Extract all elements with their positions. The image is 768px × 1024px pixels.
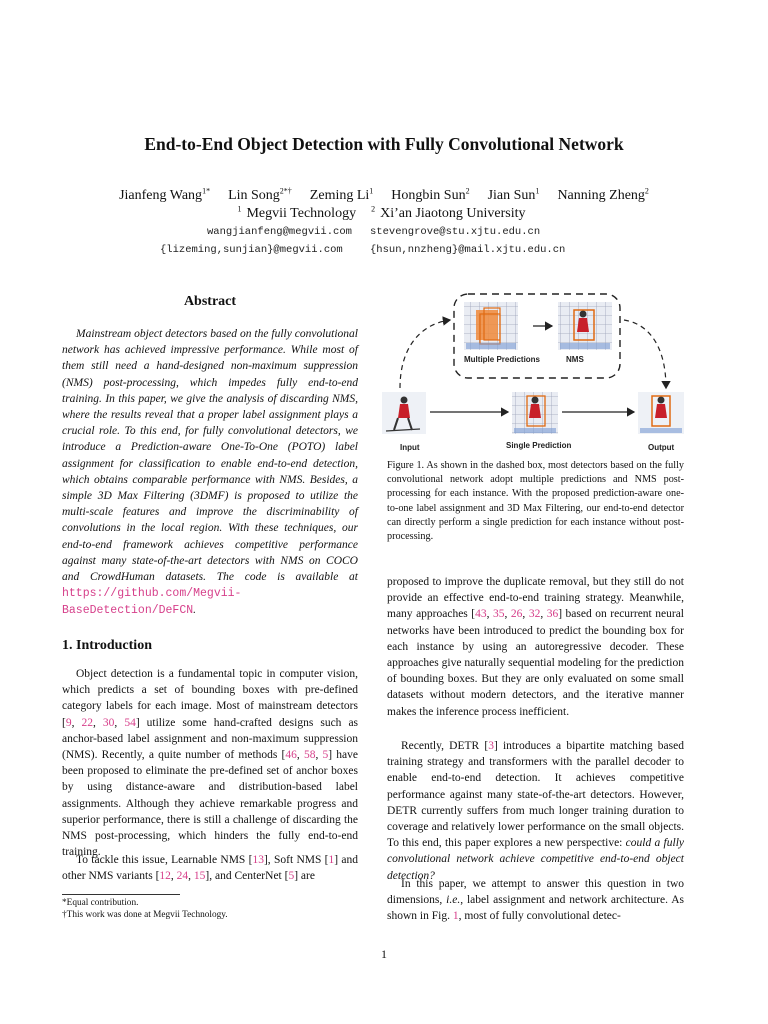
- affiliation-sup: 1: [237, 204, 242, 213]
- paper-title: End-to-End Object Detection with Fully Convolutional Network: [144, 134, 624, 154]
- figure-1-diagram: [380, 288, 686, 458]
- author-name: Lin Song: [228, 187, 280, 203]
- text-run: , label assignment and network architecture. As shown in Fig.: [387, 894, 684, 923]
- intro-heading: 1. Introduction: [62, 638, 152, 653]
- author-name: Hongbin Sun: [391, 187, 466, 203]
- multiple-predictions-image: [464, 302, 518, 350]
- citation-link[interactable]: 13: [252, 854, 264, 866]
- author: [228, 188, 292, 203]
- citation-link[interactable]: 1: [452, 910, 459, 923]
- text-run: ] are: [294, 870, 315, 883]
- text-run: ,: [170, 870, 177, 883]
- text-run: In this paper, we attempt to answer this question in two dimensions,: [387, 878, 684, 907]
- affiliation-name: Xi’an Jiaotong University: [380, 205, 526, 221]
- label-single-prediction: Single Prediction: [506, 441, 572, 450]
- text-run: ], and CenterNet [: [205, 870, 289, 883]
- footnotes: [62, 897, 358, 921]
- label-nms: NMS: [566, 355, 584, 364]
- citation-link[interactable]: 32: [528, 608, 541, 621]
- text-run: , most of fully convolutional detec-: [458, 910, 621, 923]
- abstract-end: .: [193, 604, 196, 617]
- author-sup: 2: [644, 186, 649, 195]
- author-name: Nanning Zheng: [557, 187, 645, 203]
- single-prediction-image: [512, 392, 558, 434]
- email-line: stevengrove@stu.xjtu.edu.cn: [370, 226, 541, 238]
- author: [391, 188, 469, 203]
- citation-link[interactable]: 24: [176, 870, 189, 883]
- citation-link[interactable]: 3: [488, 740, 494, 752]
- footnote: *Equal contribution.: [62, 898, 139, 908]
- intro-paragraph-1: [62, 666, 358, 860]
- figure-1-caption: Figure 1. As shown in the dashed box, most detectors based on the fully convolutional network adopt multiple predictions and NMS post-processing for each instance. With the proposed prediction-aware one-to-one label assignment and 3D Max Filtering, our end-to-end detector can directly perform a single prediction for each instance without post-processing.: [387, 460, 684, 543]
- author-sup: 2*†: [279, 186, 292, 195]
- label-input: Input: [400, 443, 420, 452]
- output-image: [638, 392, 684, 434]
- label-output: Output: [648, 443, 675, 452]
- dashed-arrow: [400, 320, 450, 388]
- citation-link[interactable]: 5: [322, 749, 329, 762]
- email-line: wangjianfeng@megvii.com: [207, 226, 352, 238]
- intro-paragraph-2: [62, 852, 358, 884]
- affiliation-sup: 2: [371, 204, 376, 213]
- text-run: ,: [296, 749, 304, 762]
- text-run: To tackle this issue, Learnable NMS [: [76, 854, 253, 866]
- text-run: ] introduces a bipartite matching based training strategy and transformers with the parallel decoder to enable end-to-end detection. It achieves competitive performance against many state-of-the-art detectors. However, DETR currently suffers from much longer training duration to coverage and relatively lower performance on the small objects. To this end, this paper explores a new perspective:: [387, 740, 684, 850]
- label-multiple-predictions: Multiple Predictions: [464, 355, 541, 364]
- citation-link[interactable]: 46: [285, 749, 297, 762]
- author: [557, 188, 648, 203]
- abstract-heading: Abstract: [183, 294, 237, 309]
- text-run: ] and other NMS variants [: [62, 854, 359, 883]
- citation-link[interactable]: 26: [510, 608, 523, 621]
- abstract-text: [62, 326, 358, 620]
- email-line: {hsun,nnzheng}@mail.xjtu.edu.cn: [370, 244, 566, 256]
- text-run: ,: [71, 716, 82, 729]
- citation-link[interactable]: 35: [493, 608, 505, 621]
- text-run: ,: [522, 608, 529, 621]
- right-paragraph-3: [387, 876, 684, 925]
- page-number: 1: [381, 947, 387, 961]
- citation-link[interactable]: 15: [193, 870, 206, 883]
- citation-link[interactable]: 5: [288, 870, 295, 883]
- citation-link[interactable]: 12: [159, 870, 171, 883]
- author: [488, 188, 540, 203]
- text-run: ] have been proposed to eliminate the pre-defined set of anchor boxes by using distance-aware and distribution-based label assignments. Although they achieve remarkable progress and superior performance, there is still a challenge of discarding the NMS post-processing, which hinders the fully end-to-end training.: [62, 749, 358, 859]
- text-run: ] based on recurrent neural networks have been introduced to predict the bounding box for each instance by using an autoregressive decoder. These approaches give naturally sequential modeling for the prediction of bounding boxes. But they are only evaluated on some small datasets without modern detectors, and the iterative manner makes the inference process inefficient.: [387, 608, 685, 718]
- citation-link[interactable]: 22: [81, 716, 93, 729]
- author-name: Zeming Li: [309, 187, 370, 203]
- text-run: Recently, DETR [: [401, 740, 489, 752]
- citation-link[interactable]: 43: [475, 608, 487, 621]
- input-image: [382, 392, 426, 434]
- nms-image: [558, 302, 612, 350]
- author-name: Jian Sun: [487, 187, 536, 203]
- author: [310, 188, 374, 203]
- author-sup: 1: [369, 186, 374, 195]
- dashed-arrow: [624, 320, 666, 388]
- text-run: ] utilize some hand-crafted designs such as anchor-based label assignment and non-maximum suppression (NMS). Recently, a quite number of methods [: [62, 716, 359, 762]
- text-run: ,: [540, 608, 547, 621]
- author: [119, 188, 210, 203]
- footnote-rule: [62, 894, 180, 895]
- author-sup: 1: [535, 186, 540, 195]
- citation-link[interactable]: 58: [303, 749, 316, 762]
- affiliation: [237, 206, 361, 221]
- text-run: ,: [315, 749, 323, 762]
- citation-link[interactable]: 30: [102, 716, 115, 729]
- research-question: could a fully convolutional network achieve competitive end-to-end object detection?: [387, 837, 685, 882]
- text-run: ,: [93, 716, 103, 729]
- text-run: Object detection is a fundamental topic in computer vision, which predicts a set of bounding boxes with pre-defined category labels for each image. Most of mainstream detectors [: [62, 668, 358, 729]
- author-name: Jianfeng Wang: [119, 187, 203, 203]
- citation-link[interactable]: 1: [328, 854, 335, 866]
- citation-link[interactable]: 9: [65, 716, 72, 729]
- abstract-body: Mainstream object detectors based on the fully convolutional network has achieved impressive performance. While most of them still need a hand-designed non-maximum suppression (NMS) post-processing, which impedes fully end-to-end training. In this paper, we give the analysis of discarding NMS, where the results reveal that a proper label assignment plays a crucial role. To this end, for fully convolutional detectors, we introduce a Prediction-aware One-To-One (POTO) label assignment for classification to enable end-to-end detection, which obtains comparable performance with NMS. Besides, a simple 3D Max Filtering (3DMF) is proposed to utilize the multi-scale features and improve the discriminability of convolutions in the local region. With these techniques, our end-to-end framework achieves competitive performance against many state-of-the-art detectors with NMS on COCO and CrowdHuman datasets. The code is available at: [62, 328, 358, 584]
- affiliation-name: Megvii Technology: [246, 205, 357, 221]
- text-run: ,: [188, 870, 194, 883]
- citation-link[interactable]: 36: [546, 608, 559, 621]
- affiliation-list: [0, 204, 768, 222]
- author-sup: 2: [465, 186, 470, 195]
- right-paragraph-1: [387, 574, 684, 720]
- right-paragraph-2: [387, 738, 684, 884]
- author-sup: 1*: [202, 186, 211, 195]
- affiliation: [371, 206, 530, 221]
- footnote: †This work was done at Megvii Technology.: [62, 910, 228, 920]
- text-run: ,: [504, 608, 511, 621]
- code-link[interactable]: https://github.com/Megvii-BaseDetection/DeFCN: [62, 587, 242, 618]
- text-run: proposed to improve the duplicate removal, but they still do not provide an effective end-to-end training strategy. Meanwhile, many approaches [: [387, 576, 684, 621]
- text-run: i.e.: [446, 894, 461, 907]
- text-run: ], Soft NMS [: [263, 854, 329, 866]
- text-run: ,: [486, 608, 494, 621]
- author-list: [0, 186, 768, 204]
- citation-link[interactable]: 54: [124, 716, 136, 729]
- text-run: ,: [114, 716, 125, 729]
- email-line: {lizeming,sunjian}@megvii.com: [160, 244, 343, 256]
